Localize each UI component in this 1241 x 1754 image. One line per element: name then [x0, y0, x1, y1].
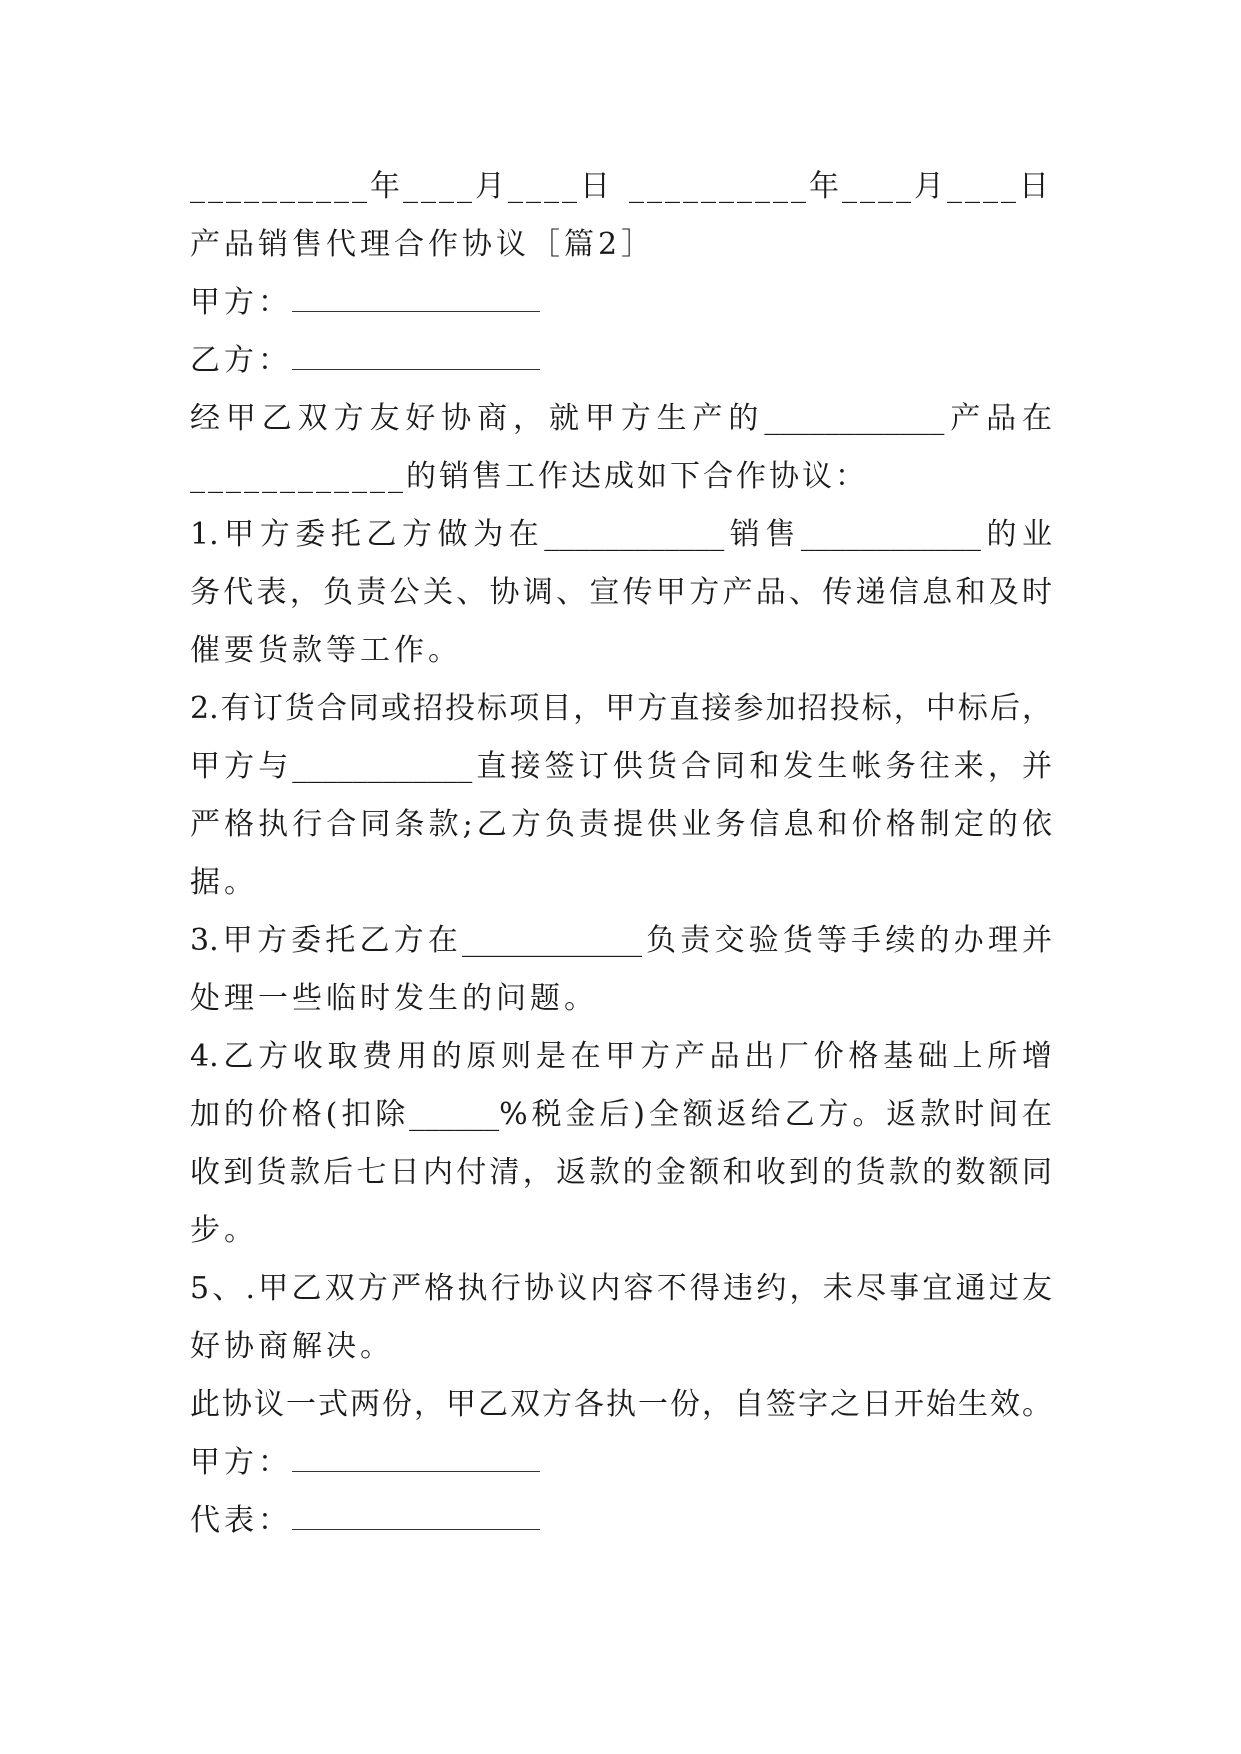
closing-line: 此协议一式两份，甲乙双方各执一份，自签字之日开始生效。 — [190, 1387, 1052, 1422]
clause-1-line: 务代表，负责公关、协调、宣传甲方产品、传递信息和及时 — [190, 575, 1052, 610]
sign-party-a-label: 甲方： — [190, 1445, 292, 1480]
party-b-blank — [292, 339, 540, 370]
clause-2-line: 2.有订货合同或招投标项目，甲方直接参加招投标，中标后， — [190, 691, 1052, 726]
clause-4-line: 加的价格(扣除______%税金后)全额返给乙方。返款时间在 — [190, 1097, 1052, 1132]
document-page — [190, 158, 1052, 1550]
date-left: __________年____月____日 — [190, 169, 613, 204]
document-title: 产品销售代理合作协议［篇2］ — [190, 227, 656, 262]
sign-representative-blank — [292, 1499, 540, 1530]
intro-line: ____________的销售工作达成如下合作协议： — [190, 459, 868, 494]
clause-1-line: 催要货款等工作。 — [190, 633, 462, 668]
date-right: __________年____月____日 — [629, 169, 1052, 204]
intro-line: 经甲乙双方友好协商，就甲方生产的____________产品在 — [190, 401, 1052, 436]
clause-2-line: 据。 — [190, 865, 258, 900]
clause-4-line: 步。 — [190, 1213, 258, 1248]
party-a-blank — [292, 281, 540, 312]
clause-4-line: 4.乙方收取费用的原则是在甲方产品出厂价格基础上所增 — [190, 1039, 1052, 1074]
clause-3-line: 处理一些临时发生的问题。 — [190, 981, 598, 1016]
party-b-row — [190, 332, 1052, 390]
sign-representative-label: 代表： — [190, 1503, 292, 1538]
clause-5-line: 5、.甲乙双方严格执行协议内容不得违约，未尽事宜通过友 — [190, 1271, 1052, 1306]
party-b-label: 乙方： — [190, 343, 292, 378]
party-a-row — [190, 274, 1052, 332]
date-row — [190, 158, 1052, 216]
clause-1-line: 1.甲方委托乙方做为在____________销售____________的业 — [190, 517, 1052, 552]
clause-5-line: 好协商解决。 — [190, 1329, 394, 1364]
sign-party-a-blank — [292, 1441, 540, 1472]
clause-2-line: 甲方与____________直接签订供货合同和发生帐务往来，并 — [190, 749, 1052, 784]
sign-representative-row — [190, 1492, 1052, 1550]
sign-party-a-row — [190, 1434, 1052, 1492]
party-a-label: 甲方： — [190, 285, 292, 320]
clause-2-line: 严格执行合同条款;乙方负责提供业务信息和价格制定的依 — [190, 807, 1052, 842]
clause-3-line: 3.甲方委托乙方在____________负责交验货等手续的办理并 — [190, 923, 1052, 958]
clause-4-line: 收到货款后七日内付清，返款的金额和收到的货款的数额同 — [190, 1155, 1052, 1190]
